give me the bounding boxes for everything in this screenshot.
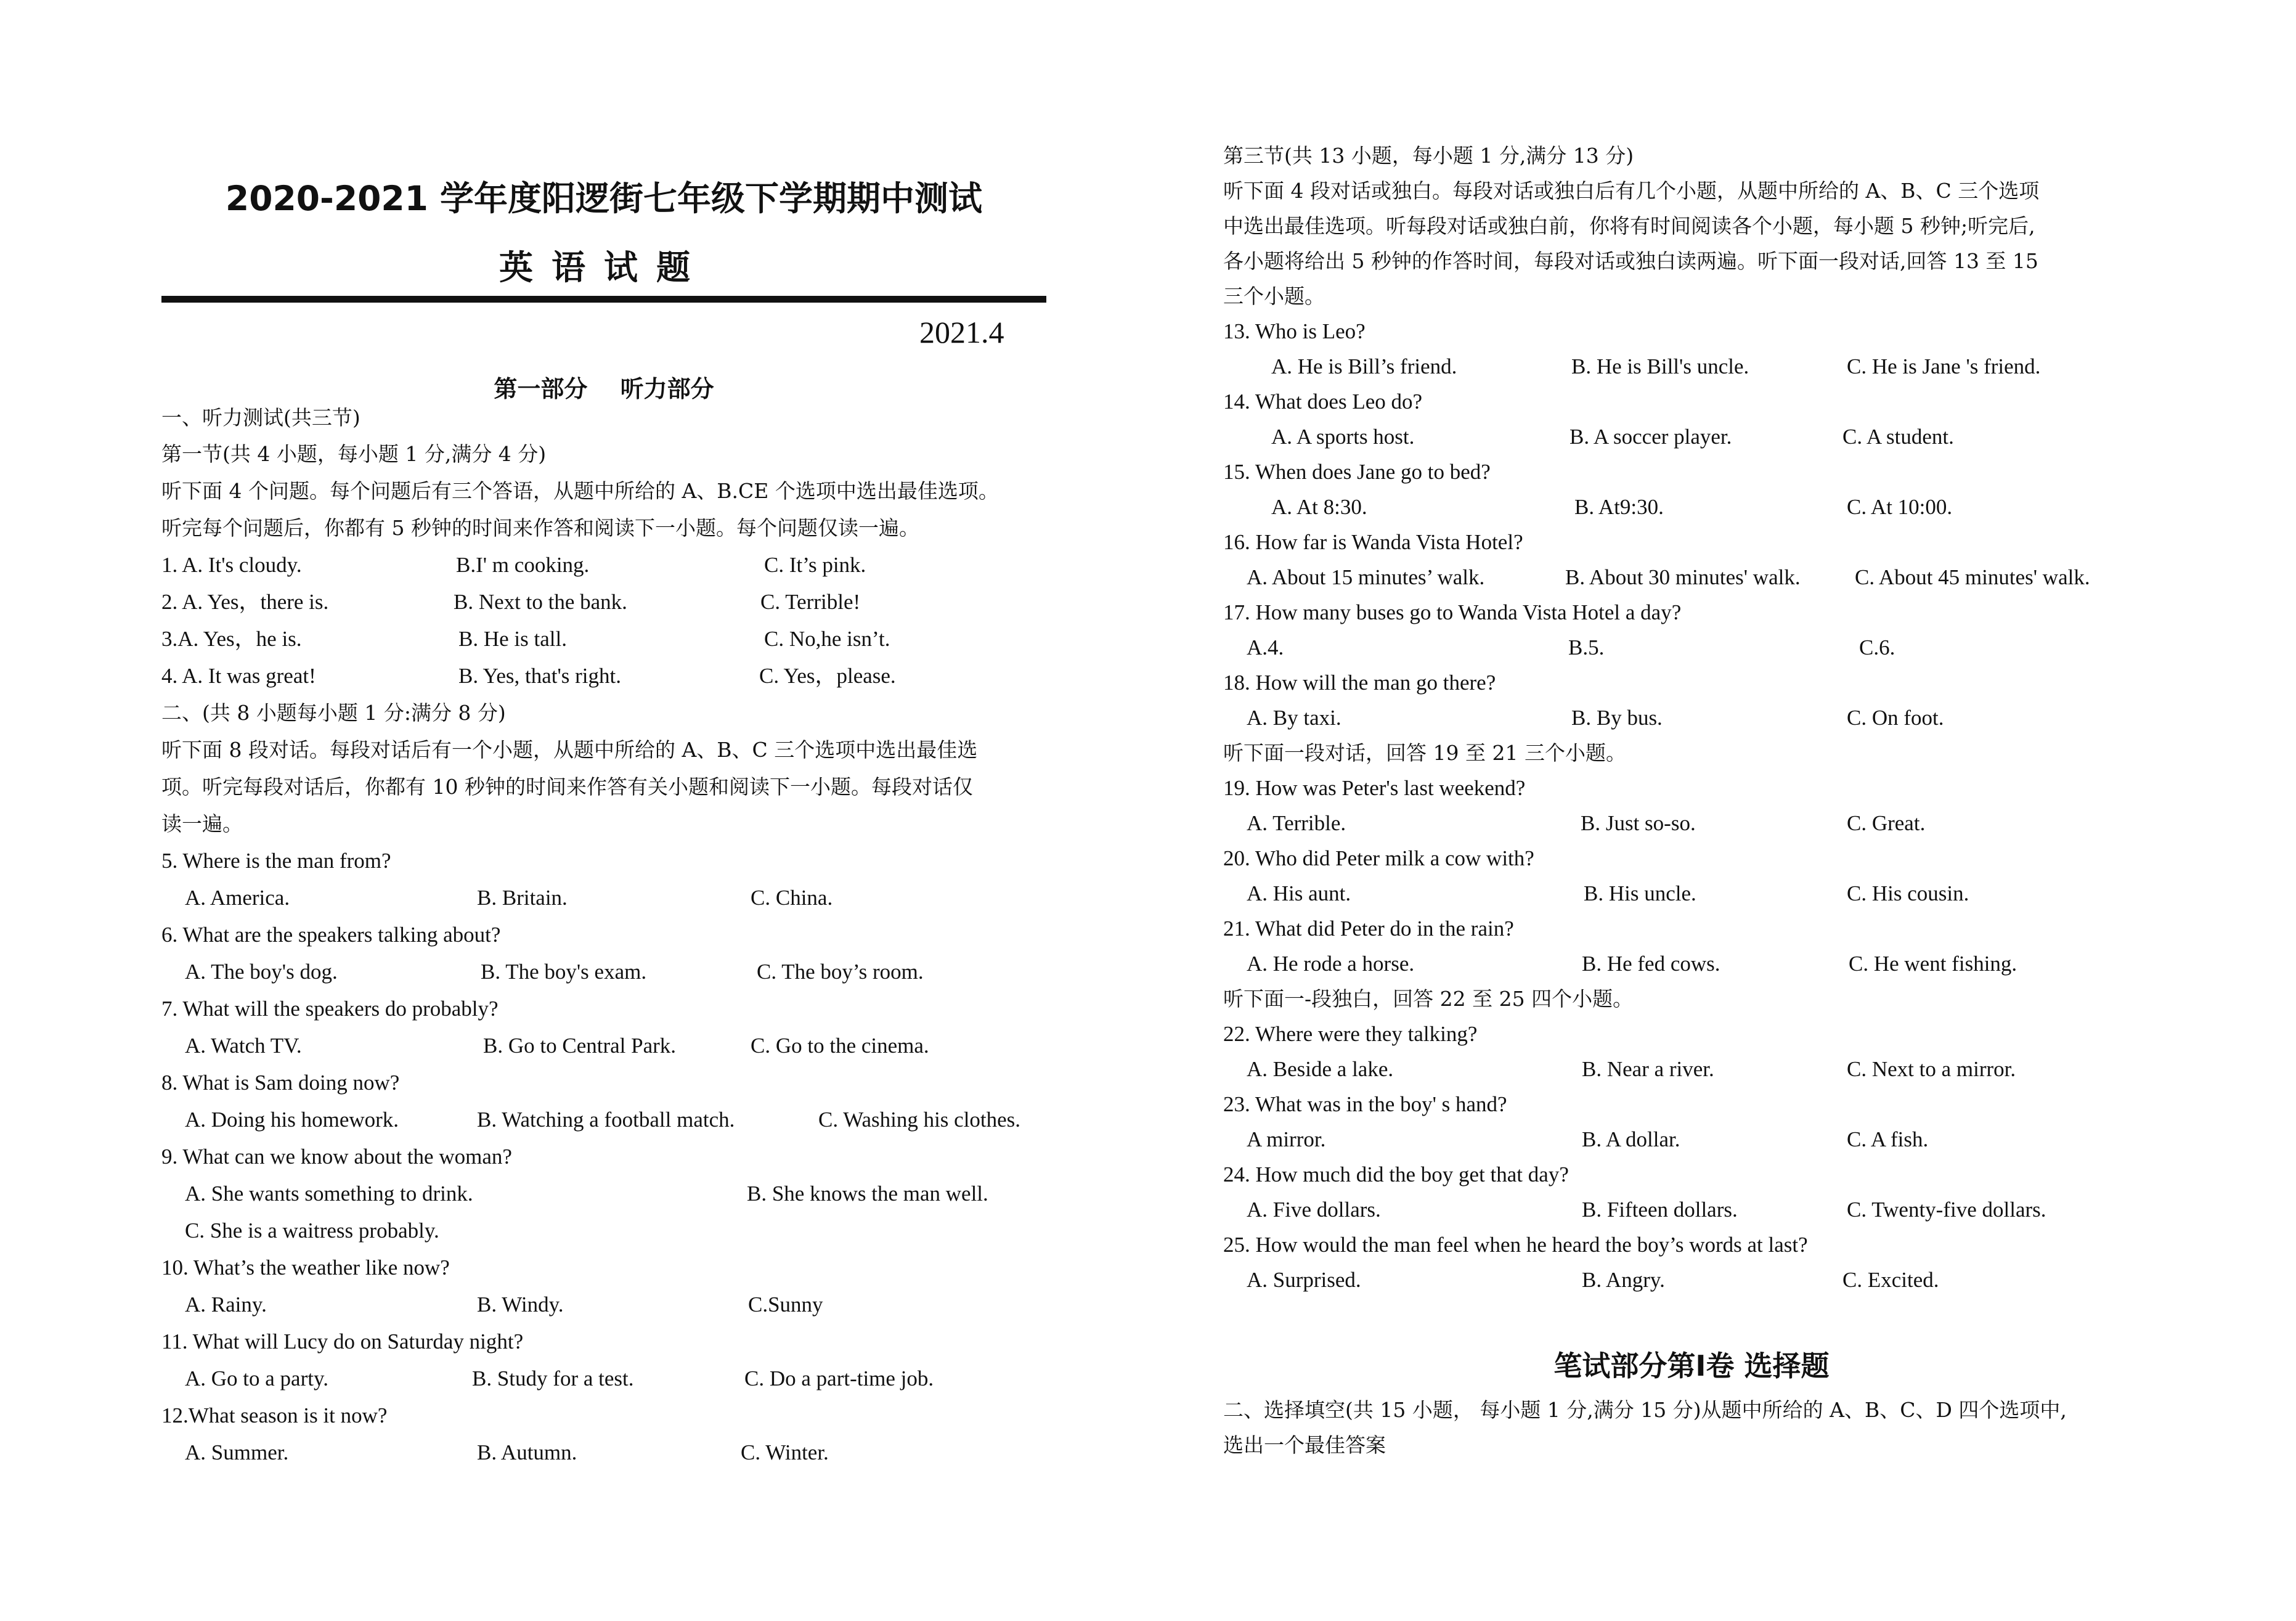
option-a: 1. A. It's cloudy. <box>161 553 302 577</box>
section-heading: 二、(共 8 小题每小题 1 分:满分 8 分) <box>161 701 506 725</box>
option-a: A. A sports host. <box>1271 425 1415 449</box>
option-a: 3.A. Yes，he is. <box>161 627 302 651</box>
instruction-text: 听完每个问题后，你都有 5 秒钟的时间来作答和阅读下一小题。每个问题仅读一遍。 <box>161 516 919 540</box>
option-a: A. Summer. <box>185 1440 289 1464</box>
option-a: 2. A. Yes，there is. <box>161 590 329 614</box>
option-c: C. She is a waitress probably. <box>185 1219 439 1243</box>
instruction-text: 读一遍。 <box>161 812 243 836</box>
option-b: B. About 30 minutes' walk. <box>1565 565 1801 589</box>
question-text: 18. How will the man go there? <box>1223 671 1496 695</box>
option-c: C. He is Jane 's friend. <box>1847 354 2041 378</box>
option-a: A. At 8:30. <box>1271 495 1367 519</box>
option-b: B. A dollar. <box>1582 1127 1680 1151</box>
option-b: B. Go to Central Park. <box>483 1034 677 1058</box>
question-text: 14. What does Leo do? <box>1223 390 1423 414</box>
option-c: C. The boy’s room. <box>757 960 924 984</box>
option-b: B. His uncle. <box>1584 881 1696 905</box>
option-a: A. She wants something to drink. <box>185 1182 473 1206</box>
option-b: B. The boy's exam. <box>481 960 647 984</box>
question-text: 6. What are the speakers talking about? <box>161 923 501 947</box>
option-c: C.6. <box>1859 635 1895 659</box>
option-c: C. Great. <box>1847 811 1926 835</box>
instruction-text: 听下面 4 段对话或独白。每段对话或独白后有几个小题，从题中所给的 A、B、C 三个选项 <box>1223 179 2040 203</box>
question-text: 19. How was Peter's last weekend? <box>1223 776 1526 800</box>
option-a: A. Doing his homework. <box>185 1108 399 1132</box>
instruction-text: 中选出最佳选项。听每段对话或独白前，你将有时间阅读各个小题，每小题 5 秒钟;听完后, <box>1223 214 2035 238</box>
option-b: B. He fed cows. <box>1582 952 1720 976</box>
question-text: 12.What season is it now? <box>161 1403 388 1427</box>
option-b: B. She knows the man well. <box>747 1182 988 1206</box>
option-b: B. Next to the bank. <box>454 590 627 614</box>
title-divider <box>161 296 1046 303</box>
option-a: A.4. <box>1247 635 1284 659</box>
option-c: C. Twenty-five dollars. <box>1847 1198 2046 1222</box>
part-title: 第一部分 听力部分 <box>494 375 714 402</box>
question-text: 7. What will the speakers do probably? <box>161 997 499 1021</box>
option-a: A. By taxi. <box>1247 706 1341 730</box>
option-c: C. It’s pink. <box>764 553 866 577</box>
question-text: 8. What is Sam doing now? <box>161 1071 400 1095</box>
page-subtitle: 英语试题 <box>499 248 709 287</box>
question-text: 20. Who did Peter milk a cow with? <box>1223 846 1534 870</box>
exam-date: 2021.4 <box>919 315 1004 349</box>
option-b: B. A soccer player. <box>1569 425 1732 449</box>
option-b: B. Just so-so. <box>1581 811 1696 835</box>
option-b: B. Watching a football match. <box>477 1108 735 1132</box>
option-c: C. Do a part-time job. <box>744 1366 934 1390</box>
instruction-text: 选出一个最佳答案 <box>1223 1433 1386 1457</box>
option-a: A. Surprised. <box>1247 1268 1361 1292</box>
option-c: C. Washing his clothes. <box>818 1108 1021 1132</box>
option-a: A. His aunt. <box>1247 881 1351 905</box>
question-text: 22. Where were they talking? <box>1223 1022 1478 1046</box>
option-c: C. Yes，please. <box>759 664 896 688</box>
option-c: C. About 45 minutes' walk. <box>1855 565 2090 589</box>
option-b: B. Study for a test. <box>472 1366 634 1390</box>
option-c: C. Winter. <box>741 1440 829 1464</box>
section-heading: 第一节(共 4 小题，每小题 1 分,满分 4 分) <box>161 442 547 466</box>
option-c: C. His cousin. <box>1847 881 1969 905</box>
option-b: B. Yes, that's right. <box>458 664 621 688</box>
question-text: 17. How many buses go to Wanda Vista Hotel a day? <box>1223 600 1682 624</box>
option-c: C. A student. <box>1842 425 1954 449</box>
question-text: 10. What’s the weather like now? <box>161 1256 450 1280</box>
option-b: B. Britain. <box>477 886 568 910</box>
instruction-text: 听下面 4 个问题。每个问题后有三个答语，从题中所给的 A、B.CE 个选项中选出最佳选项。 <box>161 479 999 503</box>
question-text: 5. Where is the man from? <box>161 849 391 873</box>
option-b: B. Autumn. <box>477 1440 577 1464</box>
question-text: 21. What did Peter do in the rain? <box>1223 917 1514 941</box>
option-b: B. By bus. <box>1571 706 1663 730</box>
question-text: 16. How far is Wanda Vista Hotel? <box>1223 530 1523 554</box>
instruction-text: 听下面 8 段对话。每段对话后有一个小题，从题中所给的 A、B、C 三个选项中选出最佳选 <box>161 738 978 762</box>
option-a: A. The boy's dog. <box>185 960 338 984</box>
option-a: A. Five dollars. <box>1247 1198 1381 1222</box>
option-c: C. Go to the cinema. <box>751 1034 929 1058</box>
instruction-text: 听下面一-段独白，回答 22 至 25 四个小题。 <box>1223 987 1634 1011</box>
option-b: B. Angry. <box>1582 1268 1665 1292</box>
option-a: A mirror. <box>1247 1127 1326 1151</box>
option-c: C. Terrible! <box>760 590 861 614</box>
option-b: B. He is tall. <box>458 627 567 651</box>
question-text: 9. What can we know about the woman? <box>161 1145 512 1169</box>
option-a: A. Rainy. <box>185 1292 267 1317</box>
option-b: B.5. <box>1568 635 1605 659</box>
question-text: 24. How much did the boy get that day? <box>1223 1162 1569 1186</box>
instruction-text: 二、选择填空(共 15 小题， 每小题 1 分,满分 15 分)从题中所给的 A、B、C、D 四个选项中, <box>1223 1398 2067 1422</box>
option-c: C. Excited. <box>1842 1268 1939 1292</box>
option-c: C. China. <box>751 886 833 910</box>
option-a: A. Watch TV. <box>185 1034 302 1058</box>
section-heading: 第三节(共 13 小题，每小题 1 分,满分 13 分) <box>1223 144 1634 168</box>
option-a: A. He rode a horse. <box>1247 952 1415 976</box>
instruction-text: 三个小题。 <box>1223 284 1325 308</box>
written-section-title: 笔试部分第Ⅰ卷 选择题 <box>1553 1349 1830 1382</box>
option-c: C. On foot. <box>1847 706 1944 730</box>
question-text: 25. How would the man feel when he heard the boy’s words at last? <box>1223 1233 1808 1257</box>
option-b: B. Near a river. <box>1582 1057 1714 1081</box>
option-a: A. He is Bill’s friend. <box>1271 354 1457 378</box>
instruction-text: 听下面一段对话，回答 19 至 21 三个小题。 <box>1223 741 1626 765</box>
option-b: B. At9:30. <box>1574 495 1664 519</box>
option-a: A. About 15 minutes’ walk. <box>1247 565 1485 589</box>
option-c: C. No,he isn’t. <box>764 627 890 651</box>
option-a: 4. A. It was great! <box>161 664 316 688</box>
option-c: C. At 10:00. <box>1847 495 1953 519</box>
option-b: B. Fifteen dollars. <box>1582 1198 1738 1222</box>
option-b: B. He is Bill's uncle. <box>1571 354 1749 378</box>
instruction-text: 项。听完每段对话后，你都有 10 秒钟的时间来作答有关小题和阅读下一小题。每段对话仅 <box>161 775 973 799</box>
question-text: 23. What was in the boy' s hand? <box>1223 1092 1507 1116</box>
question-text: 11. What will Lucy do on Saturday night? <box>161 1329 524 1354</box>
instruction-text: 各小题将给出 5 秒钟的作答时间，每段对话或独白读两遍。听下面一段对话,回答 13 至 15 <box>1223 249 2038 273</box>
option-c: C. He went fishing. <box>1849 952 2017 976</box>
page-title: 2020-2021 学年度阳逻街七年级下学期期中测试 <box>225 179 983 218</box>
section-heading: 一、听力测试(共三节) <box>161 406 360 430</box>
option-c: C.Sunny <box>748 1292 823 1317</box>
option-a: A. America. <box>185 886 290 910</box>
question-text: 13. Who is Leo? <box>1223 319 1366 343</box>
option-b: B.I' m cooking. <box>456 553 590 577</box>
option-a: A. Beside a lake. <box>1247 1057 1394 1081</box>
option-b: B. Windy. <box>477 1292 564 1317</box>
option-a: A. Go to a party. <box>185 1366 328 1390</box>
question-text: 15. When does Jane go to bed? <box>1223 460 1491 484</box>
option-a: A. Terrible. <box>1247 811 1346 835</box>
option-c: C. Next to a mirror. <box>1847 1057 2016 1081</box>
option-c: C. A fish. <box>1847 1127 1929 1151</box>
